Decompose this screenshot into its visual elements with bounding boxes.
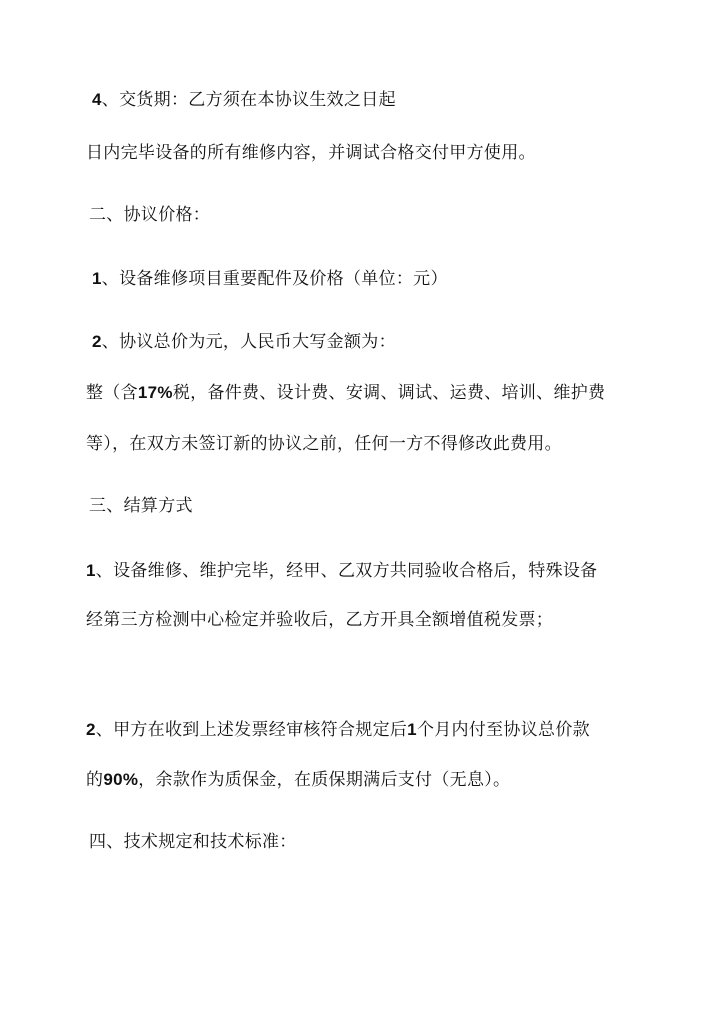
- settlement-item-1: [86, 559, 597, 583]
- line-prefix: 的: [86, 770, 104, 790]
- line-text: 、甲方在收到上述发票经审核符合规定后: [95, 720, 408, 740]
- settlement-item-2: [86, 718, 590, 742]
- payment-percentage: 90%: [103, 770, 139, 789]
- line-text: 、设备维修项目重要配件及价格（单位：元）: [101, 269, 448, 289]
- line-text: 、交货期：乙方须在本协议生效之日起: [101, 90, 396, 110]
- line-text: 、设备维修、维护完毕，经甲、乙双方共同验收合格后，特殊设备: [95, 561, 598, 581]
- item-number: 2: [92, 332, 102, 351]
- line-prefix: 整（含: [86, 383, 138, 403]
- price-item-2-continuation-b: [86, 432, 562, 456]
- price-item-2: [92, 330, 396, 354]
- section-heading-text: 四、技术规定和技术标准：: [89, 832, 297, 852]
- line-text: 税，备件费、设计费、安调、调试、运费、培训、维护费: [172, 383, 606, 403]
- delivery-period-line: [92, 88, 396, 112]
- section-heading-price: [89, 203, 210, 227]
- settlement-item-1-continuation: [86, 608, 553, 632]
- section-heading-technical: [89, 830, 297, 854]
- line-text: 、协议总价为元，人民币大写金额为：: [101, 332, 396, 352]
- section-heading-text: 三、结算方式: [89, 496, 193, 516]
- price-item-2-continuation-a: [86, 381, 605, 405]
- settlement-item-2-continuation: [86, 768, 510, 792]
- item-number: 1: [92, 269, 102, 288]
- month-count: 1: [407, 720, 417, 739]
- line-text: ，余款作为质保金，在质保期满后支付（无息）。: [138, 770, 511, 790]
- item-number: 1: [86, 561, 96, 580]
- item-number: 4: [92, 90, 102, 109]
- line-text: 经第三方检测中心检定并验收后，乙方开具全额增值税发票；: [86, 610, 554, 630]
- tax-rate: 17%: [137, 383, 173, 402]
- line-text-tail: 个月内付至协议总价款: [416, 720, 590, 740]
- delivery-period-continuation: [86, 141, 536, 165]
- line-text: 等），在双方未签订新的协议之前，任何一方不得修改此费用。: [86, 434, 562, 454]
- section-heading-text: 二、协议价格：: [89, 205, 211, 225]
- item-number: 2: [86, 720, 96, 739]
- line-text: 日内完毕设备的所有维修内容，并调试合格交付甲方使用。: [86, 143, 536, 163]
- section-heading-settlement: [89, 494, 193, 518]
- price-item-1: [92, 267, 448, 291]
